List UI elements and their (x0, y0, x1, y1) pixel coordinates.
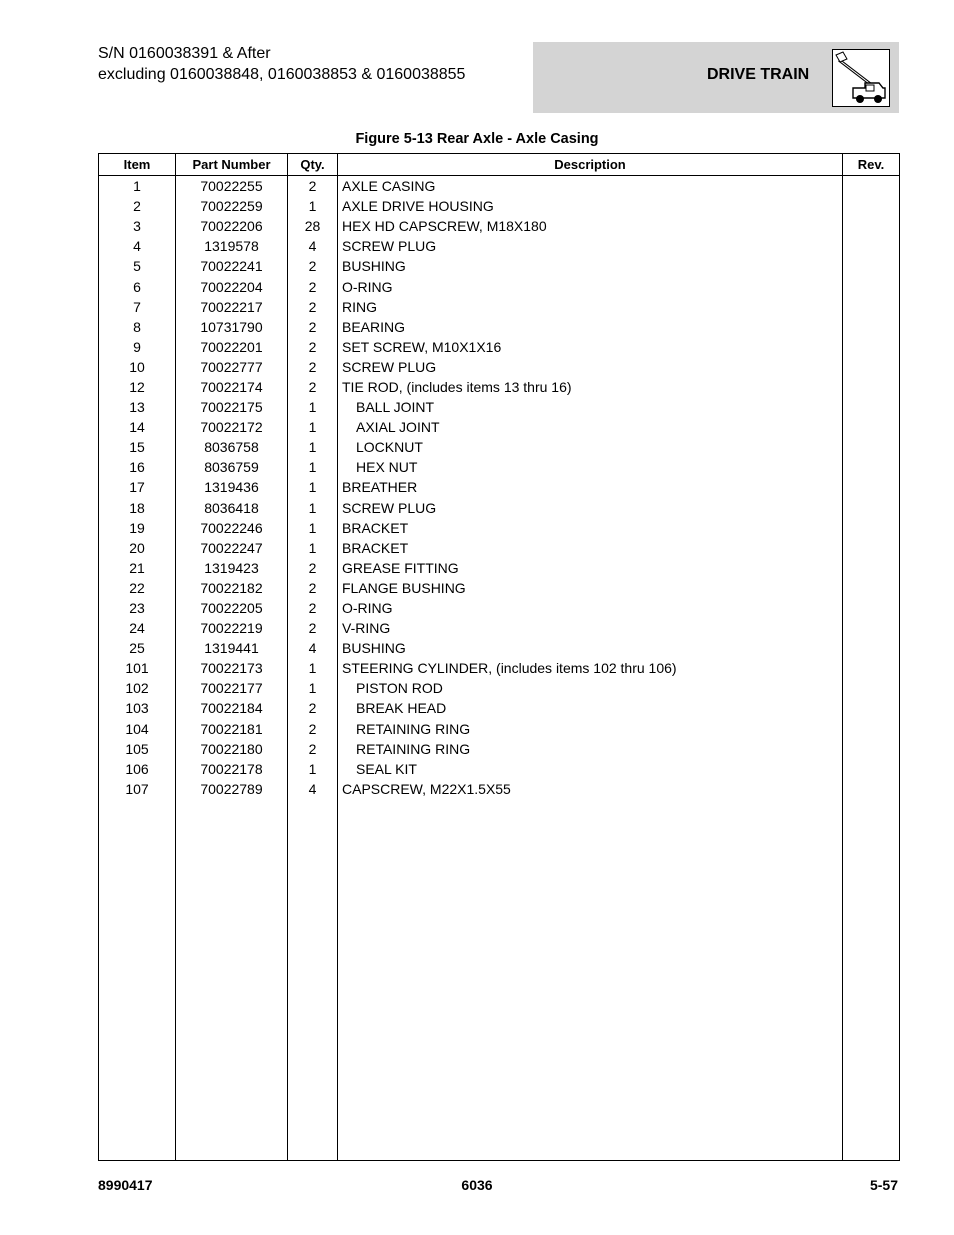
cell-part-number: 70022246 (176, 518, 288, 538)
table-row (99, 598, 900, 618)
cell-description: RING (338, 297, 843, 317)
cell-part-number: 70022201 (176, 337, 288, 357)
cell-item: 5 (99, 256, 176, 276)
cell-qty: 1 (288, 759, 338, 779)
cell-part-number: 70022180 (176, 739, 288, 759)
cell-rev (843, 578, 900, 598)
cell-description: AXLE DRIVE HOUSING (338, 196, 843, 216)
cell-part-number: 8036759 (176, 457, 288, 477)
cell-rev (843, 719, 900, 739)
cell-part-number: 1319436 (176, 477, 288, 497)
cell-item: 4 (99, 236, 176, 256)
table-row (99, 558, 900, 578)
cell-rev (843, 256, 900, 276)
cell-part-number: 70022204 (176, 276, 288, 296)
cell-item: 1 (99, 176, 176, 197)
empty-cell (176, 799, 288, 1161)
table-filler-row (99, 799, 900, 1161)
cell-qty: 2 (288, 719, 338, 739)
table-row (99, 739, 900, 759)
table-row (99, 417, 900, 437)
footer-model: 6036 (461, 1177, 493, 1193)
cell-rev (843, 498, 900, 518)
cell-description: SCREW PLUG (338, 236, 843, 256)
cell-description: HEX HD CAPSCREW, M18X180 (338, 216, 843, 236)
cell-part-number: 1319423 (176, 558, 288, 578)
cell-rev (843, 518, 900, 538)
cell-description: CAPSCREW, M22X1.5X55 (338, 779, 843, 799)
figure-title: Figure 5-13 Rear Axle - Axle Casing (355, 131, 599, 147)
cell-description: SET SCREW, M10X1X16 (338, 337, 843, 357)
cell-qty: 2 (288, 176, 338, 197)
table-row (99, 477, 900, 497)
cell-item: 15 (99, 437, 176, 457)
cell-item: 8 (99, 317, 176, 337)
cell-qty: 2 (288, 558, 338, 578)
cell-qty: 2 (288, 357, 338, 377)
cell-part-number: 70022219 (176, 618, 288, 638)
cell-rev (843, 176, 900, 197)
cell-part-number: 70022174 (176, 377, 288, 397)
cell-qty: 4 (288, 236, 338, 256)
table-row (99, 236, 900, 256)
cell-rev (843, 357, 900, 377)
cell-description: RETAINING RING (338, 719, 843, 739)
cell-rev (843, 276, 900, 296)
cell-rev (843, 658, 900, 678)
cell-part-number: 70022206 (176, 216, 288, 236)
cell-rev (843, 437, 900, 457)
cell-item: 17 (99, 477, 176, 497)
header-rev: Rev. (843, 154, 900, 176)
cell-item: 9 (99, 337, 176, 357)
cell-part-number: 8036418 (176, 498, 288, 518)
cell-part-number: 1319578 (176, 236, 288, 256)
cell-description: GREASE FITTING (338, 558, 843, 578)
cell-part-number: 70022241 (176, 256, 288, 276)
cell-item: 24 (99, 618, 176, 638)
cell-description: BRACKET (338, 518, 843, 538)
cell-part-number: 10731790 (176, 317, 288, 337)
cell-rev (843, 397, 900, 417)
cell-part-number: 70022178 (176, 759, 288, 779)
cell-part-number: 70022789 (176, 779, 288, 799)
cell-description: BUSHING (338, 638, 843, 658)
cell-description: AXIAL JOINT (338, 417, 843, 437)
cell-part-number: 70022259 (176, 196, 288, 216)
table-row (99, 176, 900, 197)
section-title: DRIVE TRAIN (707, 66, 810, 83)
cell-qty: 1 (288, 437, 338, 457)
header-part-number: Part Number (176, 154, 288, 176)
table-row (99, 498, 900, 518)
cell-part-number: 70022172 (176, 417, 288, 437)
cell-item: 25 (99, 638, 176, 658)
cell-description: O-RING (338, 276, 843, 296)
cell-description: FLANGE BUSHING (338, 578, 843, 598)
cell-qty: 1 (288, 457, 338, 477)
cell-item: 20 (99, 538, 176, 558)
serial-line-2: excluding 0160038848, 0160038853 & 0160038855 (98, 66, 466, 83)
cell-item: 3 (99, 216, 176, 236)
table-row (99, 457, 900, 477)
cell-rev (843, 759, 900, 779)
cell-rev (843, 739, 900, 759)
cell-item: 7 (99, 297, 176, 317)
cell-rev (843, 317, 900, 337)
cell-description: TIE ROD, (includes items 13 thru 16) (338, 377, 843, 397)
cell-part-number: 70022247 (176, 538, 288, 558)
cell-item: 10 (99, 357, 176, 377)
cell-qty: 1 (288, 658, 338, 678)
table-row (99, 297, 900, 317)
cell-rev (843, 337, 900, 357)
cell-rev (843, 618, 900, 638)
empty-cell (99, 799, 176, 1161)
table-row (99, 216, 900, 236)
cell-rev (843, 779, 900, 799)
cell-item: 16 (99, 457, 176, 477)
cell-item: 6 (99, 276, 176, 296)
cell-qty: 28 (288, 216, 338, 236)
cell-item: 18 (99, 498, 176, 518)
cell-rev (843, 297, 900, 317)
cell-qty: 1 (288, 518, 338, 538)
cell-rev (843, 638, 900, 658)
cell-description: HEX NUT (338, 457, 843, 477)
cell-qty: 1 (288, 498, 338, 518)
table-row (99, 437, 900, 457)
cell-item: 104 (99, 719, 176, 739)
cell-item: 101 (99, 658, 176, 678)
table-row (99, 618, 900, 638)
cell-description: BRACKET (338, 538, 843, 558)
cell-qty: 1 (288, 196, 338, 216)
cell-qty: 2 (288, 256, 338, 276)
table-row (99, 678, 900, 698)
header-qty: Qty. (288, 154, 338, 176)
cell-part-number: 70022173 (176, 658, 288, 678)
cell-item: 2 (99, 196, 176, 216)
table-row (99, 317, 900, 337)
cell-item: 102 (99, 678, 176, 698)
cell-rev (843, 598, 900, 618)
cell-part-number: 70022182 (176, 578, 288, 598)
parts-table (98, 153, 900, 1161)
cell-description: BREATHER (338, 477, 843, 497)
table-row (99, 578, 900, 598)
cell-qty: 1 (288, 397, 338, 417)
table-row (99, 518, 900, 538)
cell-item: 19 (99, 518, 176, 538)
cell-item: 12 (99, 377, 176, 397)
cell-description: O-RING (338, 598, 843, 618)
cell-part-number: 70022175 (176, 397, 288, 417)
cell-rev (843, 698, 900, 718)
cell-qty: 2 (288, 739, 338, 759)
cell-part-number: 70022205 (176, 598, 288, 618)
section-header (533, 42, 899, 113)
cell-qty: 1 (288, 417, 338, 437)
cell-rev (843, 457, 900, 477)
cell-part-number: 70022184 (176, 698, 288, 718)
cell-qty: 2 (288, 698, 338, 718)
cell-rev (843, 477, 900, 497)
cell-qty: 1 (288, 678, 338, 698)
footer-page-number: 5-57 (869, 1177, 898, 1193)
empty-cell (288, 799, 338, 1161)
serial-info (98, 43, 465, 85)
table-row (99, 638, 900, 658)
cell-rev (843, 236, 900, 256)
table-row (99, 276, 900, 296)
cell-part-number: 70022255 (176, 176, 288, 197)
cell-part-number: 70022777 (176, 357, 288, 377)
cell-part-number: 70022217 (176, 297, 288, 317)
cell-part-number: 70022177 (176, 678, 288, 698)
cell-qty: 2 (288, 297, 338, 317)
cell-qty: 4 (288, 779, 338, 799)
table-row (99, 698, 900, 718)
cell-part-number: 1319441 (176, 638, 288, 658)
cell-item: 13 (99, 397, 176, 417)
cell-description: BEARING (338, 317, 843, 337)
cell-qty: 2 (288, 337, 338, 357)
cell-qty: 2 (288, 377, 338, 397)
cell-rev (843, 678, 900, 698)
cell-item: 22 (99, 578, 176, 598)
footer-doc-number: 8990417 (98, 1177, 153, 1193)
cell-description: STEERING CYLINDER, (includes items 102 thru 106) (338, 658, 843, 678)
cell-qty: 2 (288, 618, 338, 638)
table-row (99, 719, 900, 739)
cell-part-number: 8036758 (176, 437, 288, 457)
cell-qty: 2 (288, 598, 338, 618)
serial-line-1: S/N 0160038391 & After (98, 45, 271, 62)
cell-qty: 2 (288, 276, 338, 296)
table-header-row (99, 154, 900, 176)
table-row (99, 538, 900, 558)
table-row (99, 397, 900, 417)
cell-description: SCREW PLUG (338, 357, 843, 377)
cell-rev (843, 216, 900, 236)
table-row (99, 658, 900, 678)
cell-rev (843, 558, 900, 578)
cell-qty: 4 (288, 638, 338, 658)
cell-description: SCREW PLUG (338, 498, 843, 518)
header-item: Item (99, 154, 176, 176)
table-row (99, 759, 900, 779)
cell-description: BALL JOINT (338, 397, 843, 417)
cell-part-number: 70022181 (176, 719, 288, 739)
cell-item: 21 (99, 558, 176, 578)
header-description: Description (338, 154, 843, 176)
cell-description: AXLE CASING (338, 176, 843, 197)
cell-description: SEAL KIT (338, 759, 843, 779)
cell-item: 103 (99, 698, 176, 718)
table-row (99, 337, 900, 357)
cell-description: V-RING (338, 618, 843, 638)
cell-item: 14 (99, 417, 176, 437)
cell-description: LOCKNUT (338, 437, 843, 457)
cell-qty: 2 (288, 317, 338, 337)
table-row (99, 256, 900, 276)
cell-description: PISTON ROD (338, 678, 843, 698)
empty-cell (338, 799, 843, 1161)
cell-description: BUSHING (338, 256, 843, 276)
cell-qty: 1 (288, 538, 338, 558)
cell-item: 106 (99, 759, 176, 779)
cell-description: RETAINING RING (338, 739, 843, 759)
cell-rev (843, 377, 900, 397)
table-row (99, 779, 900, 799)
cell-item: 23 (99, 598, 176, 618)
cell-qty: 1 (288, 477, 338, 497)
cell-item: 107 (99, 779, 176, 799)
empty-cell (843, 799, 900, 1161)
table-row (99, 196, 900, 216)
table-row (99, 357, 900, 377)
cell-item: 105 (99, 739, 176, 759)
table-row (99, 377, 900, 397)
cell-description: BREAK HEAD (338, 698, 843, 718)
cell-rev (843, 417, 900, 437)
boom-lift-icon (832, 49, 890, 107)
cell-qty: 2 (288, 578, 338, 598)
cell-rev (843, 196, 900, 216)
cell-rev (843, 538, 900, 558)
